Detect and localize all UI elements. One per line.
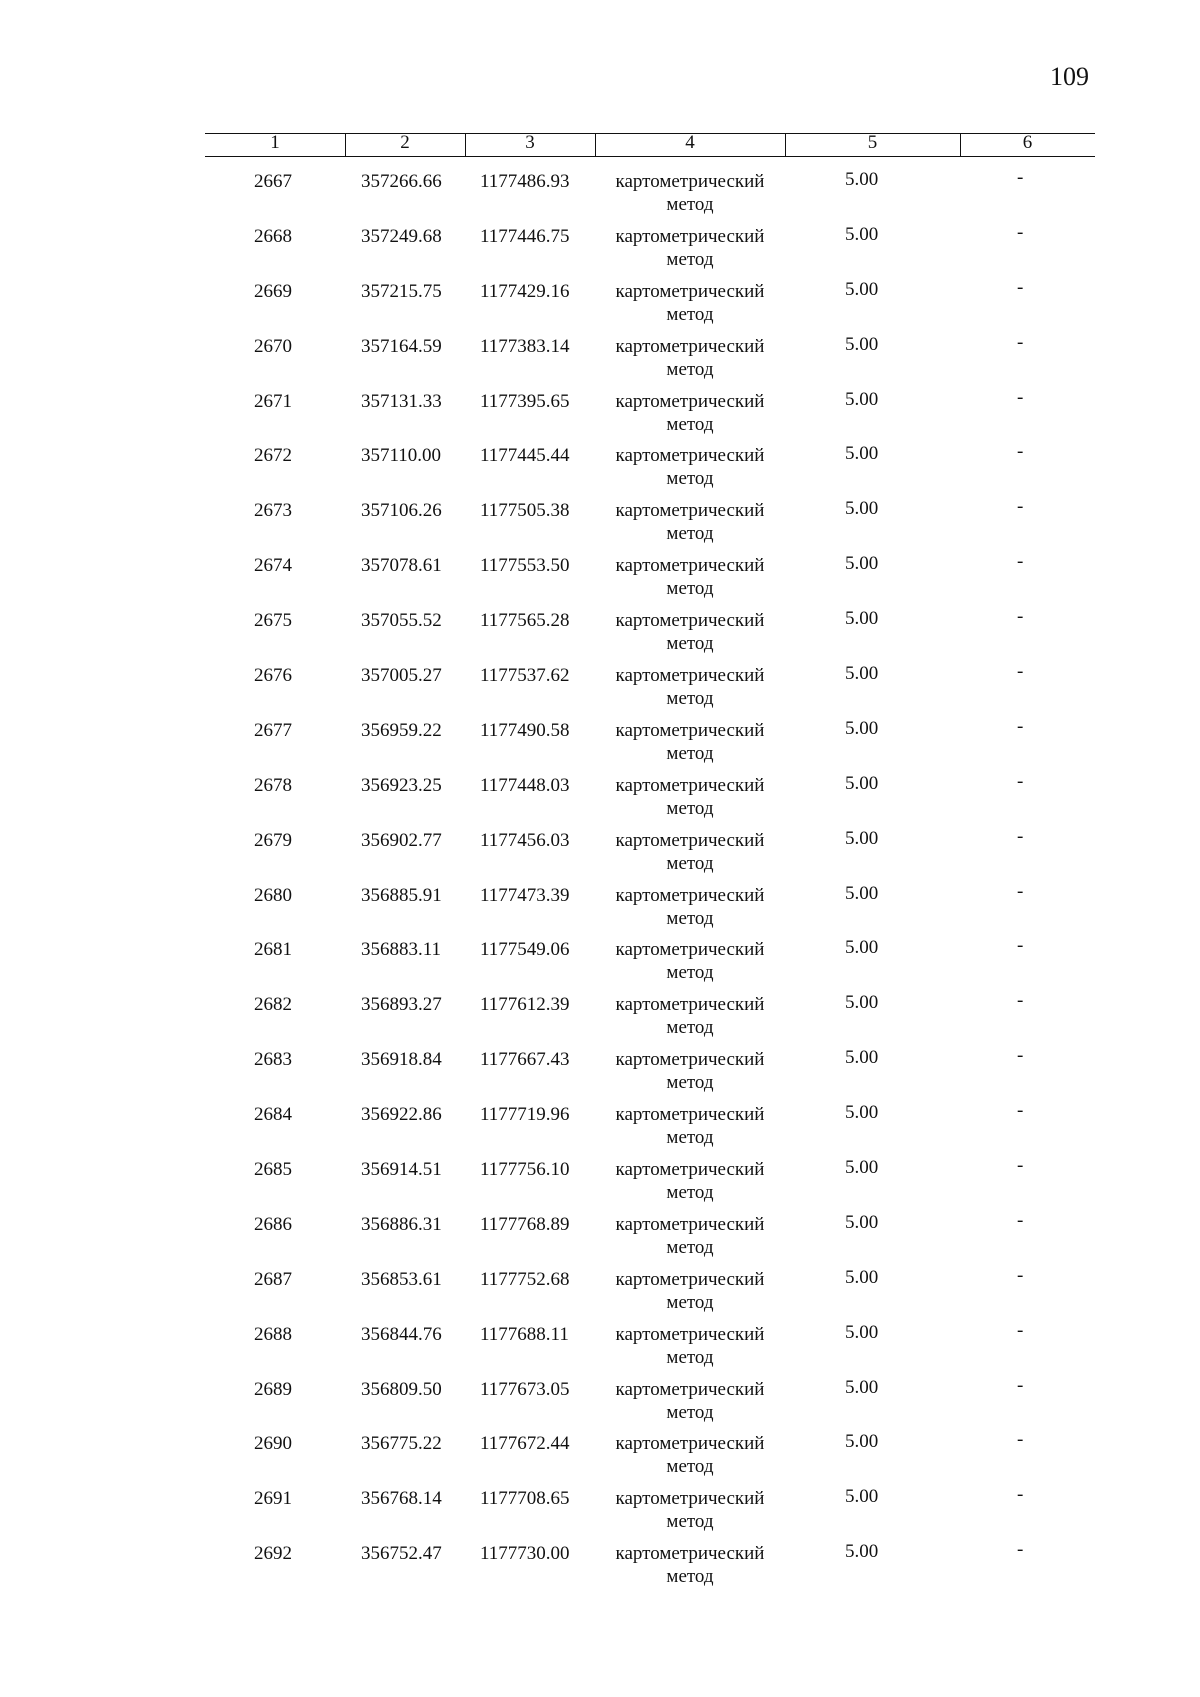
coordinate-x: 357005.27 bbox=[361, 665, 442, 687]
coordinate-x: 356918.84 bbox=[361, 1049, 442, 1071]
method-cell: картометрический метод bbox=[615, 1159, 765, 1204]
coordinate-x: 357055.52 bbox=[361, 610, 442, 632]
column-header-2: 2 bbox=[400, 132, 410, 153]
coordinate-y: 1177752.68 bbox=[480, 1268, 570, 1290]
coordinate-y: 1177395.65 bbox=[480, 390, 570, 412]
point-number: 2670 bbox=[254, 335, 292, 357]
coordinate-x: 356768.14 bbox=[361, 1488, 442, 1510]
coordinate-y: 1177708.65 bbox=[480, 1488, 570, 1510]
table-row bbox=[0, 990, 1200, 1048]
accuracy-cell: 5.00 bbox=[845, 1376, 879, 1398]
table-header bbox=[205, 130, 1095, 155]
coordinate-x: 356809.50 bbox=[361, 1378, 442, 1400]
coordinate-x: 356923.25 bbox=[361, 774, 442, 796]
coordinate-y: 1177565.28 bbox=[480, 610, 570, 632]
coordinate-y: 1177383.14 bbox=[480, 335, 570, 357]
coordinate-y: 1177429.16 bbox=[480, 280, 570, 302]
note-cell: - bbox=[1017, 661, 1024, 683]
accuracy-cell: 5.00 bbox=[845, 333, 879, 355]
point-number: 2678 bbox=[254, 774, 292, 796]
note-cell: - bbox=[1017, 825, 1024, 847]
note-cell: - bbox=[1017, 1539, 1024, 1561]
accuracy-cell: 5.00 bbox=[845, 937, 879, 959]
method-cell: картометрический метод bbox=[615, 555, 765, 600]
coordinate-x: 356914.51 bbox=[361, 1159, 442, 1181]
note-cell: - bbox=[1017, 1100, 1024, 1122]
table-row bbox=[0, 606, 1200, 664]
note-cell: - bbox=[1017, 1209, 1024, 1231]
table-row bbox=[0, 1539, 1200, 1597]
coordinate-x: 357215.75 bbox=[361, 280, 442, 302]
note-cell: - bbox=[1017, 1045, 1024, 1067]
method-cell: картометрический метод bbox=[615, 1268, 765, 1313]
method-cell: картометрический метод bbox=[615, 665, 765, 710]
note-cell: - bbox=[1017, 276, 1024, 298]
point-number: 2669 bbox=[254, 280, 292, 302]
note-cell: - bbox=[1017, 935, 1024, 957]
accuracy-cell: 5.00 bbox=[845, 1486, 879, 1508]
method-cell: картометрический метод bbox=[615, 719, 765, 764]
coordinate-y: 1177473.39 bbox=[480, 884, 570, 906]
point-number: 2691 bbox=[254, 1488, 292, 1510]
point-number: 2681 bbox=[254, 939, 292, 961]
point-number: 2673 bbox=[254, 500, 292, 522]
method-cell: картометрический метод bbox=[615, 1049, 765, 1094]
point-number: 2688 bbox=[254, 1323, 292, 1345]
accuracy-cell: 5.00 bbox=[845, 882, 879, 904]
method-cell: картометрический метод bbox=[615, 939, 765, 984]
method-cell: картометрический метод bbox=[615, 390, 765, 435]
table-row bbox=[0, 1264, 1200, 1323]
note-cell: - bbox=[1017, 770, 1024, 792]
accuracy-cell: 5.00 bbox=[845, 717, 879, 739]
coordinate-y: 1177730.00 bbox=[480, 1543, 570, 1565]
note-cell: - bbox=[1017, 1155, 1024, 1177]
method-cell: картометрический метод bbox=[615, 774, 765, 819]
coordinate-x: 357110.00 bbox=[361, 445, 442, 467]
accuracy-cell: 5.00 bbox=[845, 663, 879, 685]
column-header-1: 1 bbox=[270, 132, 280, 153]
point-number: 2680 bbox=[254, 884, 292, 906]
note-cell: - bbox=[1017, 990, 1024, 1012]
method-cell: картометрический метод bbox=[615, 1433, 765, 1478]
note-cell: - bbox=[1017, 1374, 1024, 1396]
accuracy-cell: 5.00 bbox=[845, 772, 879, 794]
coordinate-x: 357131.33 bbox=[361, 390, 442, 412]
table-row bbox=[0, 1429, 1200, 1487]
coordinate-x: 356885.91 bbox=[361, 884, 442, 906]
point-number: 2667 bbox=[254, 171, 292, 192]
column-header-6: 6 bbox=[1022, 132, 1033, 153]
column-header-3: 3 bbox=[525, 132, 535, 153]
method-cell: картометрический метод bbox=[615, 445, 765, 490]
coordinate-x: 357266.66 bbox=[361, 171, 442, 192]
accuracy-cell: 5.00 bbox=[845, 1157, 879, 1179]
coordinate-y: 1177673.05 bbox=[480, 1378, 570, 1400]
table-row bbox=[0, 1484, 1200, 1542]
coordinate-x: 356902.77 bbox=[361, 829, 442, 851]
point-number: 2686 bbox=[254, 1213, 292, 1235]
coordinate-y: 1177486.93 bbox=[480, 171, 570, 192]
accuracy-cell: 5.00 bbox=[845, 1321, 879, 1343]
note-cell: - bbox=[1017, 1429, 1024, 1451]
coordinate-y: 1177667.43 bbox=[480, 1049, 570, 1071]
accuracy-cell: 5.00 bbox=[845, 388, 879, 410]
method-cell: картометрический метод bbox=[615, 884, 765, 929]
point-number: 2672 bbox=[254, 445, 292, 467]
accuracy-cell: 5.00 bbox=[845, 498, 879, 520]
table-row bbox=[0, 715, 1200, 774]
method-cell: картометрический метод bbox=[615, 171, 765, 215]
table-row bbox=[0, 276, 1200, 335]
header-bottom-rule bbox=[205, 156, 1095, 157]
accuracy-cell: 5.00 bbox=[845, 1266, 879, 1288]
note-cell: - bbox=[1017, 386, 1024, 408]
coordinate-y: 1177537.62 bbox=[480, 665, 570, 687]
method-cell: картометрический метод bbox=[615, 1488, 765, 1533]
method-cell: картометрический метод bbox=[615, 500, 765, 545]
note-cell: - bbox=[1017, 441, 1024, 463]
accuracy-cell: 5.00 bbox=[845, 1541, 879, 1563]
accuracy-cell: 5.00 bbox=[845, 223, 879, 245]
table-body bbox=[0, 167, 1200, 1597]
point-number: 2684 bbox=[254, 1104, 292, 1126]
coordinate-y: 1177448.03 bbox=[480, 774, 570, 796]
coordinate-x: 357164.59 bbox=[361, 335, 442, 357]
accuracy-cell: 5.00 bbox=[845, 553, 879, 575]
accuracy-cell: 5.00 bbox=[845, 992, 879, 1014]
method-cell: картометрический метод bbox=[615, 335, 765, 380]
note-cell: - bbox=[1017, 1484, 1024, 1506]
point-number: 2683 bbox=[254, 1049, 292, 1071]
table-row bbox=[0, 331, 1200, 390]
table-row bbox=[0, 496, 1200, 554]
table-row bbox=[0, 1045, 1200, 1103]
coordinate-x: 356886.31 bbox=[361, 1213, 442, 1235]
point-number: 2668 bbox=[254, 225, 292, 247]
method-cell: картометрический метод bbox=[615, 1543, 765, 1588]
accuracy-cell: 5.00 bbox=[845, 169, 879, 190]
point-number: 2671 bbox=[254, 390, 292, 412]
coordinate-y: 1177768.89 bbox=[480, 1213, 570, 1235]
coordinate-x: 357078.61 bbox=[361, 555, 442, 577]
coordinate-y: 1177553.50 bbox=[480, 555, 570, 577]
table-row bbox=[0, 1100, 1200, 1158]
method-cell: картометрический метод bbox=[615, 1323, 765, 1368]
method-cell: картометрический метод bbox=[615, 1104, 765, 1149]
note-cell: - bbox=[1017, 221, 1024, 243]
point-number: 2690 bbox=[254, 1433, 292, 1455]
coordinate-y: 1177612.39 bbox=[480, 994, 570, 1016]
coordinate-x: 356883.11 bbox=[361, 939, 442, 961]
accuracy-cell: 5.00 bbox=[845, 1047, 879, 1069]
coordinate-y: 1177490.58 bbox=[480, 719, 570, 741]
coordinate-x: 356959.22 bbox=[361, 719, 442, 741]
point-number: 2685 bbox=[254, 1159, 292, 1181]
accuracy-cell: 5.00 bbox=[845, 443, 879, 465]
coordinate-y: 1177688.11 bbox=[480, 1323, 569, 1345]
table-row bbox=[0, 221, 1200, 280]
coordinate-y: 1177756.10 bbox=[480, 1159, 570, 1181]
coordinate-x: 356853.61 bbox=[361, 1268, 442, 1290]
table-row bbox=[0, 825, 1200, 884]
point-number: 2689 bbox=[254, 1378, 292, 1400]
method-cell: картометрический метод bbox=[615, 1378, 765, 1423]
note-cell: - bbox=[1017, 880, 1024, 902]
note-cell: - bbox=[1017, 1264, 1024, 1286]
table-row bbox=[0, 880, 1200, 939]
table-row bbox=[0, 1209, 1200, 1268]
point-number: 2679 bbox=[254, 829, 292, 851]
table-row bbox=[0, 661, 1200, 719]
coordinate-y: 1177719.96 bbox=[480, 1104, 570, 1126]
coordinate-y: 1177549.06 bbox=[480, 939, 570, 961]
note-cell: - bbox=[1017, 551, 1024, 573]
table-row bbox=[0, 1319, 1200, 1378]
note-cell: - bbox=[1017, 167, 1024, 188]
note-cell: - bbox=[1017, 496, 1024, 518]
table-row bbox=[0, 935, 1200, 993]
table-row bbox=[0, 1374, 1200, 1433]
column-header-5: 5 bbox=[867, 132, 878, 153]
accuracy-cell: 5.00 bbox=[845, 278, 879, 300]
point-number: 2692 bbox=[254, 1543, 292, 1565]
column-header-4: 4 bbox=[685, 132, 695, 153]
coordinate-x: 356922.86 bbox=[361, 1104, 442, 1126]
method-cell: картометрический метод bbox=[615, 610, 765, 655]
coordinate-y: 1177445.44 bbox=[480, 445, 570, 467]
table-row bbox=[0, 386, 1200, 445]
point-number: 2674 bbox=[254, 555, 292, 577]
accuracy-cell: 5.00 bbox=[845, 827, 879, 849]
table-row bbox=[0, 441, 1200, 499]
method-cell: картометрический метод bbox=[615, 280, 765, 325]
coordinate-x: 356775.22 bbox=[361, 1433, 442, 1455]
coordinate-x: 356893.27 bbox=[361, 994, 442, 1016]
method-cell: картометрический метод bbox=[615, 994, 765, 1039]
accuracy-cell: 5.00 bbox=[845, 608, 879, 630]
coordinate-x: 357106.26 bbox=[361, 500, 442, 522]
table-row bbox=[0, 167, 1200, 225]
point-number: 2676 bbox=[254, 665, 292, 687]
note-cell: - bbox=[1017, 331, 1024, 353]
note-cell: - bbox=[1017, 715, 1024, 737]
method-cell: картометрический метод bbox=[615, 1213, 765, 1258]
method-cell: картометрический метод bbox=[615, 829, 765, 874]
note-cell: - bbox=[1017, 1319, 1024, 1341]
coordinate-y: 1177505.38 bbox=[480, 500, 570, 522]
method-cell: картометрический метод bbox=[615, 225, 765, 270]
accuracy-cell: 5.00 bbox=[845, 1431, 879, 1453]
point-number: 2687 bbox=[254, 1268, 292, 1290]
point-number: 2675 bbox=[254, 610, 292, 632]
accuracy-cell: 5.00 bbox=[845, 1102, 879, 1124]
table-row bbox=[0, 1155, 1200, 1213]
coordinate-y: 1177672.44 bbox=[480, 1433, 570, 1455]
coordinate-x: 356844.76 bbox=[361, 1323, 442, 1345]
accuracy-cell: 5.00 bbox=[845, 1211, 879, 1233]
point-number: 2682 bbox=[254, 994, 292, 1016]
coordinate-x: 357249.68 bbox=[361, 225, 442, 247]
coordinate-x: 356752.47 bbox=[361, 1543, 442, 1565]
point-number: 2677 bbox=[254, 719, 292, 741]
note-cell: - bbox=[1017, 606, 1024, 628]
coordinate-y: 1177456.03 bbox=[480, 829, 570, 851]
table-row bbox=[0, 770, 1200, 829]
table-row bbox=[0, 551, 1200, 609]
coordinate-y: 1177446.75 bbox=[480, 225, 570, 247]
page-number: 109 bbox=[1050, 62, 1089, 91]
